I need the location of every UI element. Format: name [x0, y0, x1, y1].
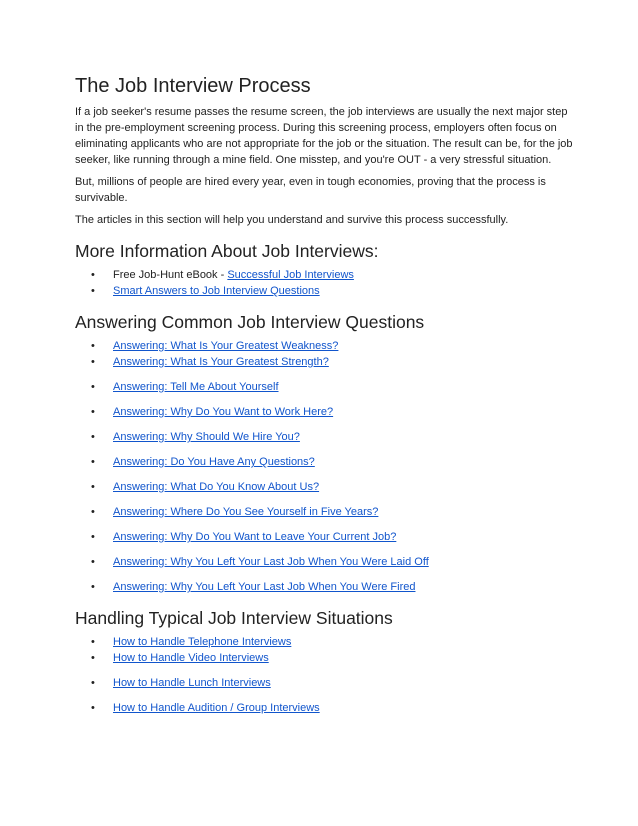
bullet-icon: • [91, 652, 95, 664]
bullet-icon: • [91, 636, 95, 648]
bullet-icon: • [91, 340, 95, 352]
list-item [91, 675, 578, 691]
link-why-hire-you[interactable]: Answering: Why Should We Hire You? [113, 431, 300, 443]
intro-paragraph-2: But, millions of people are hired every year, even in tough economies, proving that the process is survivable. [75, 176, 546, 204]
link-five-years[interactable]: Answering: Where Do You See Yourself in Five Years? [113, 506, 379, 518]
link-lunch-interviews[interactable]: How to Handle Lunch Interviews [113, 677, 271, 689]
list-item [91, 429, 578, 445]
link-leave-current-job[interactable]: Answering: Why Do You Want to Leave Your Current Job? [113, 531, 397, 543]
bullet-icon: • [91, 381, 95, 393]
link-tell-me-about-yourself[interactable]: Answering: Tell Me About Yourself [113, 381, 279, 393]
bullet-icon: • [91, 285, 95, 297]
list-item [91, 554, 578, 570]
answering-list [75, 338, 578, 595]
page-title: The Job Interview Process [75, 75, 311, 97]
list-item [91, 504, 578, 520]
list-item [91, 283, 578, 299]
bullet-icon: • [91, 702, 95, 714]
link-why-work-here[interactable]: Answering: Why Do You Want to Work Here? [113, 406, 334, 418]
link-any-questions[interactable]: Answering: Do You Have Any Questions? [113, 456, 315, 468]
link-video-interviews[interactable]: How to Handle Video Interviews [113, 652, 269, 664]
bullet-icon: • [91, 356, 95, 368]
list-item [91, 579, 578, 595]
section-heading-answering: Answering Common Job Interview Questions [75, 312, 425, 332]
list-item [91, 529, 578, 545]
list-item [91, 479, 578, 495]
list-item [91, 454, 578, 470]
bullet-icon: • [91, 531, 95, 543]
list-item-prefix: Free Job-Hunt eBook - [113, 269, 228, 281]
list-item [91, 338, 578, 354]
link-greatest-strength[interactable]: Answering: What Is Your Greatest Strength? [113, 356, 329, 368]
list-item [91, 404, 578, 420]
link-telephone-interviews[interactable]: How to Handle Telephone Interviews [113, 636, 292, 648]
bullet-icon: • [91, 456, 95, 468]
section-heading-situations: Handling Typical Job Interview Situations [75, 608, 393, 628]
bullet-icon: • [91, 481, 95, 493]
situations-list [75, 634, 578, 716]
section-heading-more-info: More Information About Job Interviews: [75, 241, 379, 261]
bullet-icon: • [91, 506, 95, 518]
list-item [91, 700, 578, 716]
link-know-about-us[interactable]: Answering: What Do You Know About Us? [113, 481, 320, 493]
bullet-icon: • [91, 556, 95, 568]
list-item [91, 634, 578, 650]
intro-paragraph-3: The articles in this section will help you understand and survive this process successfully. [75, 214, 509, 226]
link-laid-off[interactable]: Answering: Why You Left Your Last Job When You Were Laid Off [113, 556, 429, 568]
more-info-list [75, 267, 578, 299]
bullet-icon: • [91, 677, 95, 689]
list-item [91, 379, 578, 395]
link-fired[interactable]: Answering: Why You Left Your Last Job When You Were Fired [113, 581, 416, 593]
bullet-icon: • [91, 269, 95, 281]
intro-paragraph-1: If a job seeker's resume passes the resume screen, the job interviews are usually the next major step in the pre-employment screening process. During this screening process, employers often focus on eliminating applicants who are not appropriate for the job or the situation. The result can be, for the job seeker, like running through a mine field. One misstep, and you're OUT - a very stressful situation. [75, 106, 573, 166]
bullet-icon: • [91, 581, 95, 593]
bullet-icon: • [91, 406, 95, 418]
list-item [91, 650, 578, 666]
list-item [91, 267, 578, 283]
link-greatest-weakness[interactable]: Answering: What Is Your Greatest Weakness? [113, 340, 339, 352]
link-successful-job-interviews[interactable]: Successful Job Interviews [227, 269, 354, 281]
link-group-interviews[interactable]: How to Handle Audition / Group Interviews [113, 702, 320, 714]
list-item [91, 354, 578, 370]
bullet-icon: • [91, 431, 95, 443]
link-smart-answers[interactable]: Smart Answers to Job Interview Questions [113, 285, 320, 297]
